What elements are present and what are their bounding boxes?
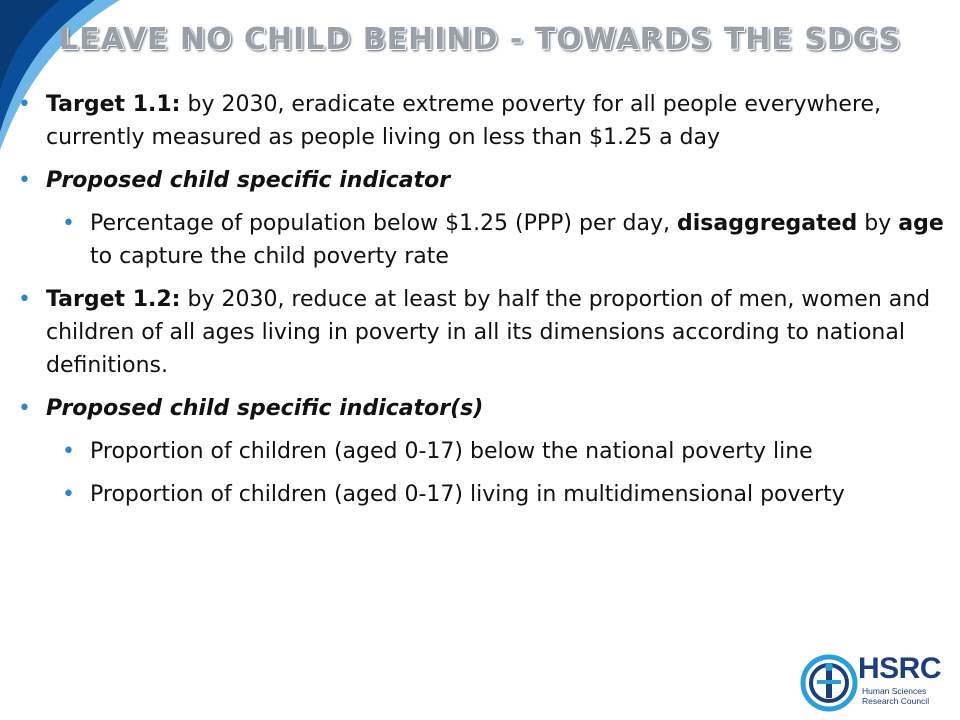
- bullet-indicator-multidimensional: [62, 478, 948, 511]
- slide-body: [18, 88, 948, 521]
- bullet-icon: •: [18, 168, 31, 193]
- bullet-icon: •: [18, 92, 31, 117]
- indicator-text-part: to capture the child poverty rate: [90, 244, 449, 269]
- indicator-text-part: by: [857, 211, 899, 236]
- indicator-text: Proportion of children (aged 0-17) living in multidimensional poverty: [90, 482, 845, 507]
- logo-name: HSRC: [858, 652, 942, 685]
- logo-subtitle: [862, 686, 929, 706]
- indicator-emphasis: age: [898, 211, 944, 236]
- bullet-target-1-2: [18, 283, 948, 382]
- proposed-indicators-heading: Proposed child specific indicator(s): [46, 396, 484, 421]
- bullet-indicator-national-poverty: [62, 435, 948, 468]
- indicator-text-part: Percentage of population below $1.25 (PPP) per day,: [90, 211, 677, 236]
- slide-title: LEAVE NO CHILD BEHIND - TOWARDS THE SDGS: [59, 22, 901, 57]
- target-text: by 2030, reduce at least by half the proportion of men, women and children of all ages living in poverty in all its dimensions according to national definitions.: [46, 287, 931, 378]
- target-text: by 2030, eradicate extreme poverty for all people everywhere, currently measured as people living on less than $1.25 a day: [46, 92, 882, 150]
- bullet-icon: •: [18, 396, 31, 421]
- bullet-proposed-indicator: [18, 164, 948, 197]
- bullet-icon: •: [62, 439, 75, 464]
- bullet-indicator-percentage: [62, 207, 948, 273]
- bullet-target-1-1: [18, 88, 948, 154]
- proposed-indicator-heading: Proposed child specific indicator: [46, 168, 451, 193]
- bullet-icon: •: [62, 482, 75, 507]
- logo-subtitle-line: Research Council: [862, 696, 930, 706]
- target-label: Target 1.2:: [46, 287, 181, 312]
- indicator-emphasis: disaggregated: [677, 211, 858, 236]
- bullet-icon: •: [62, 211, 75, 236]
- indicator-text: Proportion of children (aged 0-17) below the national poverty line: [90, 439, 813, 464]
- hsrc-logo: [800, 652, 948, 712]
- bullet-icon: •: [18, 287, 31, 312]
- hsrc-emblem-icon: [800, 654, 858, 712]
- target-label: Target 1.1:: [46, 92, 181, 117]
- bullet-proposed-indicators: [18, 392, 948, 425]
- logo-subtitle-line: Human Sciences: [862, 686, 927, 696]
